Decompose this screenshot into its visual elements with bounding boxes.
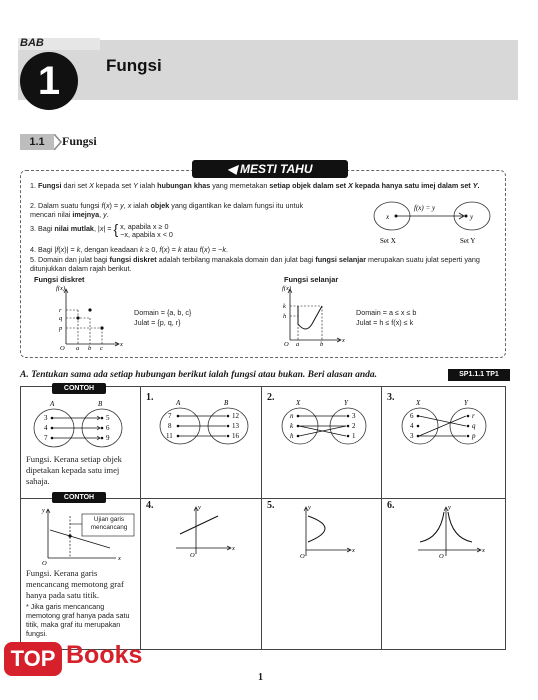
mesti-tahu-title: MESTI TAHU xyxy=(240,162,313,176)
q4-graph xyxy=(172,502,238,562)
svg-text:B: B xyxy=(224,399,229,407)
example1-answer: Fungsi. Kerana setiap objek dipetakan kepada satu imej sahaja. xyxy=(26,454,122,486)
q1-number: 1. xyxy=(146,392,154,403)
svg-text:1: 1 xyxy=(352,432,356,440)
mesti-tahu-item-2: 2. Dalam suatu fungsi f(x) = y, x ialah objek yang digantikan ke dalam fungsi itu untuk mencari nilai imejnya, y. xyxy=(30,201,304,219)
question-heading: A. Tentukan sama ada setiap hubungan berikut ialah fungsi atau bukan. Beri alasan anda. xyxy=(20,370,378,380)
svg-text:b: b xyxy=(88,345,92,350)
section-title: Fungsi xyxy=(62,134,97,148)
watermark-books-text: Books xyxy=(66,641,143,669)
svg-text:O: O xyxy=(439,553,444,560)
svg-text:3: 3 xyxy=(352,412,356,420)
svg-text:x: x xyxy=(352,547,355,554)
contoh-badge-1: CONTOH xyxy=(52,383,106,394)
svg-text:h: h xyxy=(283,313,287,320)
contoh-badge-2: CONTOH xyxy=(52,492,106,503)
q5-number: 5. xyxy=(267,500,275,511)
mesti-tahu-item-5: 5. Domain dan julat bagi fungsi diskret adalah terbilang manakala domain dan julat bagi fungsi selanjar merupakan suatu julat seperti yang ditunjukkan dalam rajah berikut. xyxy=(30,255,480,273)
selanjar-domain: Domain = a ≤ x ≤ b xyxy=(356,308,417,317)
q2-number: 2. xyxy=(267,392,275,403)
svg-text:k: k xyxy=(283,303,286,310)
bab-label: BAB xyxy=(20,37,44,49)
svg-text:x: x xyxy=(342,337,345,344)
svg-text:q: q xyxy=(472,422,476,430)
watermark-top-logo: TOP xyxy=(4,642,62,676)
diskret-domain: Domain = {a, b, c} xyxy=(134,308,192,317)
svg-text:4: 4 xyxy=(410,422,414,430)
selanjar-title: Fungsi selanjar xyxy=(284,275,339,284)
svg-text:16: 16 xyxy=(232,432,239,440)
diskret-title: Fungsi diskret xyxy=(34,275,85,284)
q4-number: 4. xyxy=(146,500,154,511)
q5-graph xyxy=(294,502,360,562)
svg-text:y: y xyxy=(42,507,45,514)
svg-text:r: r xyxy=(59,307,62,314)
example2-answer: Fungsi. Kerana garis mencancang memotong graf hanya pada satu titik. xyxy=(26,568,124,600)
mesti-tahu-item-3: 3. Bagi nilai mutlak, |x| = { x, apabila x ≥ 0 −x, apabila x < 0 xyxy=(30,221,173,239)
svg-text:3: 3 xyxy=(410,432,414,440)
svg-text:A: A xyxy=(50,400,55,408)
mapping-y: y xyxy=(470,213,474,221)
svg-text:x: x xyxy=(232,545,235,552)
svg-text:q: q xyxy=(59,315,63,322)
svg-text:h: h xyxy=(290,432,294,440)
example2-note: * Jika garis mencancang memotong graf hanya pada satu titik, maka graf itu merupakan fungsi. xyxy=(26,602,130,638)
q3-arrow-diagram xyxy=(392,396,496,452)
svg-text:11: 11 xyxy=(166,432,173,440)
svg-text:5: 5 xyxy=(106,414,110,422)
abs-case-1: x, apabila x ≥ 0 xyxy=(120,222,169,231)
set-y-label: Set Y xyxy=(460,237,476,245)
chapter-title: Fungsi xyxy=(106,56,162,75)
svg-text:c: c xyxy=(100,345,103,350)
svg-text:A: A xyxy=(176,399,181,407)
svg-text:X: X xyxy=(296,399,301,407)
svg-text:p: p xyxy=(472,432,476,440)
svg-text:6: 6 xyxy=(410,412,414,420)
sp-tag: SP1.1.1 TP1 xyxy=(448,369,510,381)
svg-text:X: X xyxy=(416,399,421,407)
speaker-icon: ◀ xyxy=(227,162,241,176)
svg-text:12: 12 xyxy=(232,412,239,420)
svg-text:B: B xyxy=(98,400,103,408)
q2-arrow-diagram xyxy=(272,396,376,452)
svg-text:Y: Y xyxy=(344,399,348,407)
diskret-graph xyxy=(56,284,126,350)
svg-text:x: x xyxy=(120,341,123,348)
svg-text:p: p xyxy=(59,325,63,332)
example2-vertical-line-graph xyxy=(36,504,136,566)
svg-text:O: O xyxy=(190,552,195,559)
svg-text:7: 7 xyxy=(168,412,172,420)
svg-text:O: O xyxy=(284,341,289,348)
selanjar-graph xyxy=(282,284,348,348)
svg-text:y: y xyxy=(198,504,201,511)
svg-text:7: 7 xyxy=(44,434,48,442)
mapping-label: f(x) = y xyxy=(414,204,436,212)
section-chevron-icon xyxy=(54,134,62,150)
svg-text:O: O xyxy=(300,553,305,560)
mesti-tahu-item-4: 4. Bagi |f(x)| = k, dengan keadaan k ≥ 0, f(x) = k atau f(x) = −k. xyxy=(30,245,228,254)
svg-text:9: 9 xyxy=(106,434,110,442)
svg-text:x: x xyxy=(482,547,485,554)
svg-text:f(x): f(x) xyxy=(282,285,292,292)
svg-text:3: 3 xyxy=(44,414,48,422)
abs-case-2: −x, apabila x < 0 xyxy=(120,230,173,239)
svg-text:4: 4 xyxy=(44,424,48,432)
mesti-tahu-banner xyxy=(192,160,348,178)
section-number: 1.1 xyxy=(20,134,54,150)
function-mapping-diagram xyxy=(370,196,500,250)
svg-text:x: x xyxy=(118,555,121,562)
svg-text:r: r xyxy=(472,412,475,420)
svg-text:2: 2 xyxy=(352,422,356,430)
svg-text:a: a xyxy=(296,341,300,348)
mesti-tahu-item-1: 1. Fungsi dari set X kepada set Y ialah hubungan khas yang memetakan setiap objek dalam set X kepada hanya satu imej dalam set Y. xyxy=(30,181,480,190)
svg-text:f(x): f(x) xyxy=(56,285,66,292)
svg-text:a: a xyxy=(76,345,80,350)
mapping-x: x xyxy=(386,213,390,221)
chapter-number: 1 xyxy=(20,52,78,110)
svg-text:6: 6 xyxy=(106,424,110,432)
q3-number: 3. xyxy=(387,392,395,403)
selanjar-julat: Julat = h ≤ f(x) ≤ k xyxy=(356,318,414,327)
page-number: 1 xyxy=(258,672,263,683)
item-1-text: Fungsi dari set X kepada set Y ialah hubungan khas yang memetakan setiap objek dalam set X kepada hanya satu imej dalam set Y. xyxy=(38,181,480,190)
set-x-label: Set X xyxy=(380,237,396,245)
svg-text:n: n xyxy=(290,412,294,420)
svg-text:O: O xyxy=(60,345,65,350)
svg-text:Y: Y xyxy=(464,399,468,407)
svg-text:y: y xyxy=(308,504,311,511)
svg-text:13: 13 xyxy=(232,422,239,430)
vertical-line-test-callout: Ujian garis mencancang xyxy=(90,516,128,531)
svg-text:y: y xyxy=(448,504,451,511)
diskret-julat: Julat = {p, q, r} xyxy=(134,318,181,327)
svg-text:8: 8 xyxy=(168,422,172,430)
q6-number: 6. xyxy=(387,500,395,511)
svg-text:b: b xyxy=(320,341,324,348)
example1-arrow-diagram xyxy=(26,396,134,452)
svg-text:k: k xyxy=(290,422,294,430)
svg-text:O: O xyxy=(42,560,47,566)
q1-arrow-diagram xyxy=(152,396,256,452)
q6-graph xyxy=(412,502,488,562)
